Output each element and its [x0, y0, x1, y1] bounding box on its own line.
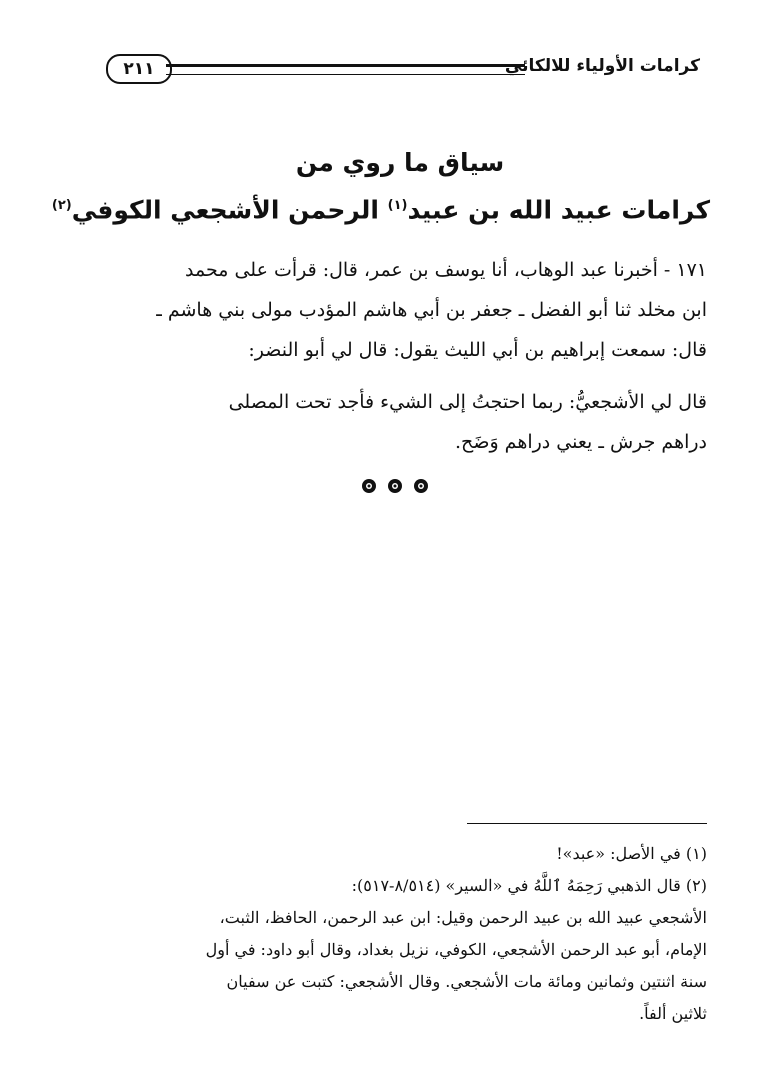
chapter-title-line-1: سياق ما روي من [295, 148, 505, 177]
running-header [100, 52, 700, 88]
title-text-part-2: الرحمن الأشجعي الكوفي [71, 195, 388, 225]
footnotes [59, 838, 707, 1030]
text-line: ابن مخلد ثنا أبو الفضل ـ جعفر بن أبي هاشم المؤدب مولى بني هاشم ـ [156, 299, 707, 321]
text-line: قال: سمعت إبراهيم بن أبي الليث يقول: قال لي أبو النضر: [248, 339, 707, 361]
running-title: كرامات الأولياء للالكائي [504, 56, 700, 76]
flower-ornament-icon [413, 478, 429, 494]
main-text [59, 250, 707, 462]
footnote-line: ثلاثين ألفاً. [639, 1004, 707, 1023]
text-line: قال لي الأشجعيُّ: ربما احتجتُ إلى الشيء فأجد تحت المصلى [228, 391, 707, 413]
footnote-line: (١) في الأصل: «عبد»! [556, 844, 707, 863]
flower-ornament-icon [361, 478, 377, 494]
footnote-line: الإمام، أبو عبد الرحمن الأشجعي، الكوفي، نزيل بغداد، وقال أبو داود: في أول [205, 940, 707, 959]
footnote-marker-2: (٢) [51, 198, 72, 213]
chapter-title-line-2 [51, 184, 710, 232]
footnote-line: (٢) قال الذهبي رَحِمَهُ ٱللَّهُ في «السير» (٨/٥١٤-٥١٧): [351, 876, 707, 895]
title-text-part-1: كرامات عبيد الله بن عبيد [407, 195, 710, 225]
footnote-marker-1: (١) [387, 198, 408, 213]
footnote-separator [467, 823, 707, 824]
text-line: ١٧١ - أخبرنا عبد الوهاب، أنا يوسف بن عمر، قال: قرأت على محمد [185, 259, 707, 281]
footnote-line: الأشجعي عبيد الله بن عبيد الرحمن وقيل: ابن عبد الرحمن، الحافظ، الثبت، [219, 908, 707, 927]
flower-ornament-icon [387, 478, 403, 494]
chapter-title [51, 142, 710, 232]
header-rule [166, 64, 525, 75]
footnote-line: سنة اثنتين وثمانين ومائة مات الأشجعي. وقال الأشجعي: كتبت عن سفيان [226, 972, 707, 991]
text-line: دراهم جرش ـ يعني دراهم وَضَح. [455, 431, 707, 453]
section-divider [340, 478, 450, 494]
page-number: ٢١١ [106, 54, 172, 84]
